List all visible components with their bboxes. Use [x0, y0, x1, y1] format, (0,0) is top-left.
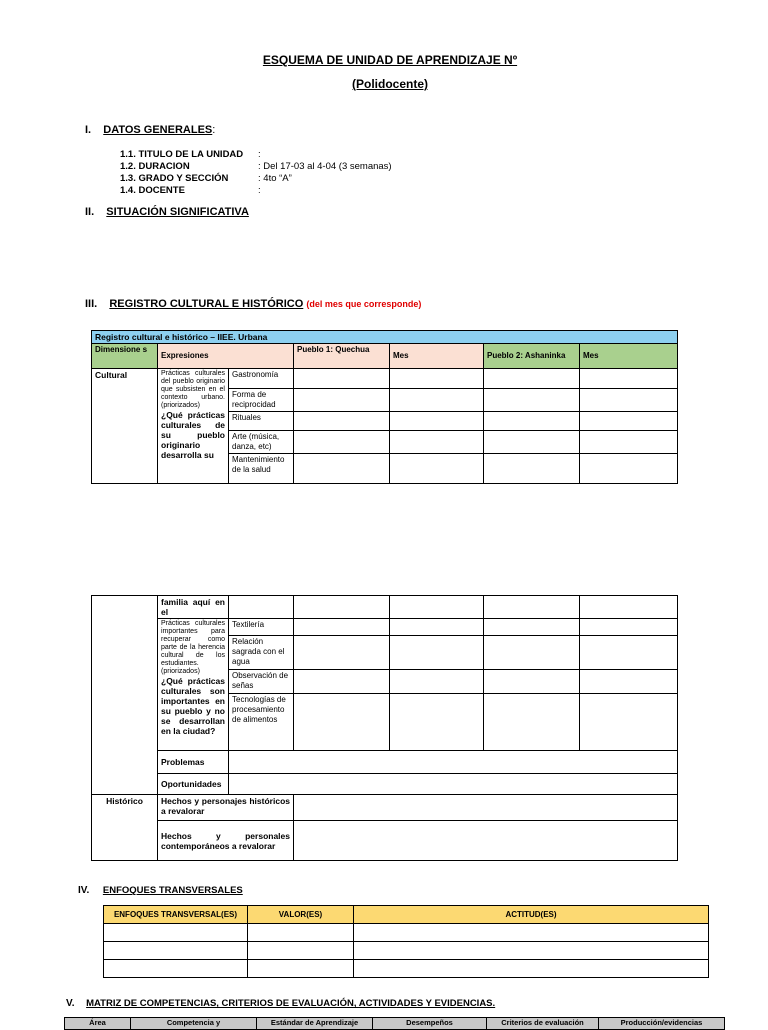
- input-cell[interactable]: [229, 751, 678, 774]
- col-estandar: Estándar de Aprendizaje: [257, 1018, 373, 1030]
- col-competencia: Competencia y: [131, 1018, 257, 1030]
- input-cell[interactable]: [294, 670, 390, 694]
- input-cell[interactable]: [390, 670, 484, 694]
- col-actitudes: ACTITUD(ES): [354, 906, 709, 924]
- section-number: III.: [85, 298, 98, 310]
- input-cell[interactable]: [294, 412, 390, 431]
- input-cell[interactable]: [294, 454, 390, 484]
- input-cell[interactable]: [484, 694, 580, 751]
- section-number: I.: [85, 124, 92, 136]
- section-title: MATRIZ DE COMPETENCIAS, CRITERIOS DE EVALUACIÓN, ACTIVIDADES Y EVIDENCIAS.: [86, 998, 496, 1009]
- section-title: REGISTRO CULTURAL E HISTÓRICO: [109, 298, 304, 310]
- section-situacion: [85, 206, 249, 218]
- col-pueblo1: Pueblo 1: Quechua: [294, 344, 390, 369]
- document-subtitle: (Polidocente): [351, 77, 428, 91]
- col-pueblo2: Pueblo 2: Ashaninka: [484, 344, 580, 369]
- col-dimensiones: Dimensione s: [92, 344, 158, 369]
- input-cell[interactable]: [580, 694, 678, 751]
- row-problemas: Problemas: [158, 751, 229, 774]
- continued-question: familia aquí en el: [158, 596, 229, 619]
- input-cell[interactable]: [104, 924, 248, 942]
- section-number: V.: [66, 998, 75, 1009]
- document-title: ESQUEMA DE UNIDAD DE APRENDIZAJE Nº: [262, 53, 518, 67]
- input-cell[interactable]: [390, 389, 484, 412]
- item-senas: Observación de señas: [229, 670, 294, 694]
- input-cell[interactable]: [484, 619, 580, 636]
- section-enfoques: [78, 885, 243, 896]
- input-cell[interactable]: [484, 670, 580, 694]
- item-textileria: Textilería: [229, 619, 294, 636]
- value-grado: : 4to “A”: [258, 173, 292, 184]
- col-expresiones: Expresiones: [158, 344, 294, 369]
- section-number: II.: [85, 206, 95, 218]
- item-gastronomia: Gastronomía: [229, 369, 294, 389]
- input-cell[interactable]: [484, 389, 580, 412]
- item-reciprocidad: Forma de reciprocidad: [229, 389, 294, 412]
- input-cell[interactable]: [580, 369, 678, 389]
- input-cell[interactable]: [294, 694, 390, 751]
- input-cell[interactable]: [229, 596, 294, 619]
- input-cell[interactable]: [484, 636, 580, 670]
- col-mes1: Mes: [390, 344, 484, 369]
- registro-title: Registro cultural e histórico – IIEE. Urbana: [92, 331, 678, 344]
- input-cell[interactable]: [580, 596, 678, 619]
- input-cell[interactable]: [294, 431, 390, 454]
- input-cell[interactable]: [390, 619, 484, 636]
- label-docente: 1.4. DOCENTE: [120, 185, 185, 196]
- input-cell[interactable]: [104, 960, 248, 978]
- section-colon: :: [212, 124, 216, 136]
- enfoques-table: [103, 905, 709, 978]
- input-cell[interactable]: [294, 596, 390, 619]
- subsisten-cell: [158, 369, 229, 484]
- input-cell[interactable]: [484, 412, 580, 431]
- col-desempenos: Desempeños: [373, 1018, 487, 1030]
- section-number: IV.: [78, 885, 90, 896]
- value-duracion: : Del 17-03 al 4-04 (3 semanas): [258, 161, 392, 172]
- datos-values: [258, 149, 558, 197]
- row-hechos-historicos: Hechos y personajes históricos a revalorar: [158, 795, 294, 821]
- input-cell[interactable]: [484, 596, 580, 619]
- subsisten-text: Prácticas culturales del pueblo originario que subsisten en el contexto urbano. (priorizados): [161, 370, 225, 409]
- input-cell[interactable]: [294, 389, 390, 412]
- datos-labels: [120, 149, 270, 197]
- section-matriz: [66, 998, 495, 1009]
- input-cell[interactable]: [580, 619, 678, 636]
- input-cell[interactable]: [580, 636, 678, 670]
- input-cell[interactable]: [354, 942, 709, 960]
- col-produccion: Producción/evidencias: [599, 1018, 725, 1030]
- dim-historico: Histórico: [92, 795, 158, 861]
- importantes-question: ¿Qué prácticas culturales son importantes en su pueblo y no se desarrollan en la ciudad?: [161, 676, 225, 736]
- label-duracion: 1.2. DURACION: [120, 161, 190, 172]
- section-title: DATOS GENERALES: [103, 124, 213, 136]
- input-cell[interactable]: [390, 596, 484, 619]
- label-grado: 1.3. GRADO Y SECCIÓN: [120, 173, 229, 184]
- col-mes2: Mes: [580, 344, 678, 369]
- value-docente: :: [258, 185, 261, 196]
- input-cell[interactable]: [390, 369, 484, 389]
- input-cell[interactable]: [354, 924, 709, 942]
- col-area: Área: [65, 1018, 131, 1030]
- input-cell[interactable]: [229, 774, 678, 795]
- input-cell[interactable]: [390, 431, 484, 454]
- section-title: ENFOQUES TRANSVERSALES: [102, 885, 243, 896]
- input-cell[interactable]: [294, 636, 390, 670]
- section-note: (del mes que corresponde): [306, 299, 422, 309]
- input-cell[interactable]: [390, 454, 484, 484]
- item-salud: Mantenimiento de la salud: [229, 454, 294, 484]
- dim-cultural-continued: [92, 596, 158, 795]
- item-rituales: Rituales: [229, 412, 294, 431]
- value-titulo: :: [258, 149, 261, 160]
- input-cell[interactable]: [248, 942, 354, 960]
- input-cell[interactable]: [354, 960, 709, 978]
- input-cell[interactable]: [390, 412, 484, 431]
- item-agua: Relación sagrada con el agua: [229, 636, 294, 670]
- importantes-cell: [158, 619, 229, 751]
- label-titulo: 1.1. TITULO DE LA UNIDAD: [120, 149, 244, 160]
- section-title: SITUACIÓN SIGNIFICATIVA: [106, 206, 249, 218]
- subsisten-question: ¿Qué prácticas culturales de su pueblo originario desarrolla su: [161, 410, 225, 460]
- input-cell[interactable]: [248, 924, 354, 942]
- item-alimentos: Tecnologías de procesamiento de alimentos: [229, 694, 294, 751]
- input-cell[interactable]: [294, 619, 390, 636]
- input-cell[interactable]: [294, 795, 678, 821]
- input-cell[interactable]: [580, 412, 678, 431]
- col-enfoques: ENFOQUES TRANSVERSAL(ES): [104, 906, 248, 924]
- input-cell[interactable]: [484, 369, 580, 389]
- input-cell[interactable]: [580, 670, 678, 694]
- item-arte: Arte (música, danza, etc): [229, 431, 294, 454]
- input-cell[interactable]: [580, 454, 678, 484]
- input-cell[interactable]: [580, 431, 678, 454]
- input-cell[interactable]: [484, 454, 580, 484]
- row-hechos-contemporaneos: Hechos y personales contemporáneos a revalorar: [158, 821, 294, 861]
- importantes-text: Prácticas culturales importantes para recuperar como parte de la herencia cultural de los estudiantes. (priorizados): [161, 620, 225, 675]
- input-cell[interactable]: [294, 369, 390, 389]
- input-cell[interactable]: [104, 942, 248, 960]
- dim-cultural: Cultural: [92, 369, 158, 484]
- section-registro: [85, 298, 421, 310]
- col-valores: VALOR(ES): [248, 906, 354, 924]
- registro-table-continued: [91, 595, 678, 861]
- col-criterios: Criterios de evaluación: [487, 1018, 599, 1030]
- input-cell[interactable]: [390, 636, 484, 670]
- input-cell[interactable]: [580, 389, 678, 412]
- registro-table: [91, 330, 678, 484]
- row-oportunidades: Oportunidades: [158, 774, 229, 795]
- input-cell[interactable]: [294, 821, 678, 861]
- input-cell[interactable]: [390, 694, 484, 751]
- input-cell[interactable]: [484, 431, 580, 454]
- input-cell[interactable]: [248, 960, 354, 978]
- section-datos-generales: [85, 124, 215, 136]
